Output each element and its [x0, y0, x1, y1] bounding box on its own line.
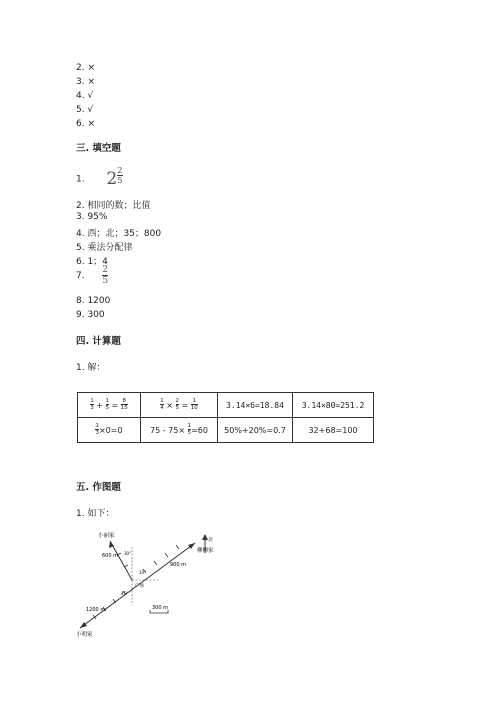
arrowhead-liuliu: [188, 543, 195, 549]
denominator: 5: [105, 405, 109, 411]
arrowhead-xiaoming: [80, 622, 87, 628]
denominator: 4: [160, 405, 164, 411]
denominator: 5: [187, 430, 192, 436]
distance-1200-label: 1200 m: [86, 607, 106, 613]
judge-answer-5: 5. √: [76, 105, 94, 115]
operator: +: [96, 400, 103, 410]
expression-post: =60: [191, 425, 208, 435]
numerator: 1: [160, 397, 164, 404]
numerator: 2: [175, 397, 179, 404]
q7-den: 5: [102, 276, 109, 286]
cell-r1-c2: [141, 393, 218, 418]
angle-10-label: 10°: [139, 570, 147, 575]
equals: =: [111, 400, 119, 410]
fill-answer-7: [76, 266, 108, 286]
q7-num: 2: [102, 265, 109, 275]
xiaoli-label: 小丽家: [98, 533, 115, 539]
cell-r2-c3: 50%+20%=0.7: [218, 418, 293, 443]
fill-answer-9: 9. 300: [76, 310, 105, 320]
numerator: 1: [90, 397, 94, 404]
section4-heading: 四. 计算题: [76, 336, 121, 347]
numerator: 1: [95, 422, 99, 429]
fill-answer-1-label: 1.: [76, 174, 85, 185]
calculation-table: [77, 392, 374, 443]
fraction: [176, 399, 180, 412]
angle-30-label: 30°: [124, 551, 132, 556]
location-map-diagram: [70, 525, 240, 640]
numerator: 1: [192, 397, 197, 404]
fill-answer-4: 4. 西；北；35；800: [76, 229, 162, 239]
angle-45-label: 45°: [121, 591, 129, 596]
fill-answer-7-label: 7.: [76, 271, 85, 281]
judge-answer-6: 6. ×: [76, 119, 95, 129]
numerator: 1: [187, 422, 192, 429]
fraction: [121, 399, 128, 412]
fraction: [191, 399, 198, 412]
fill-answer-7-fraction: [102, 266, 108, 286]
mixed-den: 5: [117, 176, 123, 186]
cell-r2-c4: 32+68=100: [293, 418, 374, 443]
operator: ×: [166, 400, 173, 410]
north-label: 北: [208, 537, 214, 543]
denominator: 10: [190, 405, 198, 411]
cell-r1-c1: [78, 393, 141, 418]
fraction: [106, 399, 110, 412]
denominator: 3: [90, 405, 94, 411]
judge-answer-4: 4. √: [76, 91, 94, 101]
cell-r1-c4: 3.14×80=251.2: [293, 393, 374, 418]
equals: =: [181, 400, 189, 410]
fill-answer-1: [76, 165, 123, 189]
table-row: [78, 418, 374, 443]
cell-r2-c2: [141, 418, 218, 443]
denominator: 5: [175, 405, 179, 411]
denominator: 15: [120, 405, 128, 411]
fraction: [90, 399, 94, 412]
fill-answer-8: 8. 1200: [76, 296, 111, 306]
numerator: 8: [122, 397, 127, 404]
expression-pre: 75 - 75×: [150, 425, 186, 435]
xiaoming-label: 小明家: [76, 632, 93, 638]
section5-heading: 五. 作图题: [76, 482, 121, 493]
scale-label: 300 m: [152, 605, 169, 611]
distance-600-label: 600 m: [102, 553, 119, 559]
fill-answer-2: 2. 相同的数；比值: [76, 201, 151, 211]
cell-r2-c1: [78, 418, 141, 443]
fraction: [160, 399, 164, 412]
denominator: 3: [95, 430, 99, 436]
calc-q1-label: 1. 解：: [76, 363, 106, 373]
fill-answer-5: 5. 乘法分配律: [76, 243, 133, 253]
mixed-num: 2: [117, 165, 123, 176]
table-row: [78, 393, 374, 418]
expression-rest: ×0=0: [98, 425, 123, 435]
section3-heading: 三. 填空题: [76, 143, 121, 154]
numerator: 1: [105, 397, 109, 404]
fill-answer-3: 3. 95%: [76, 212, 108, 222]
judge-answer-3: 3. ×: [76, 77, 95, 87]
cell-r1-c3: 3.14×6=18.84: [218, 393, 293, 418]
mixed-number-fraction: [117, 167, 122, 186]
fill-answer-6: 6. 1；4: [76, 257, 108, 267]
draw-q1-label: 1. 如下：: [76, 509, 115, 519]
liuliu-label: 柳柳家: [197, 548, 214, 554]
square-label: 广场: [135, 584, 144, 589]
judge-answer-2: 2. ×: [76, 63, 95, 73]
distance-900-label: 900 m: [170, 562, 187, 568]
mixed-number-whole: 2: [106, 169, 118, 189]
route-line-xiaoli: [110, 541, 132, 580]
